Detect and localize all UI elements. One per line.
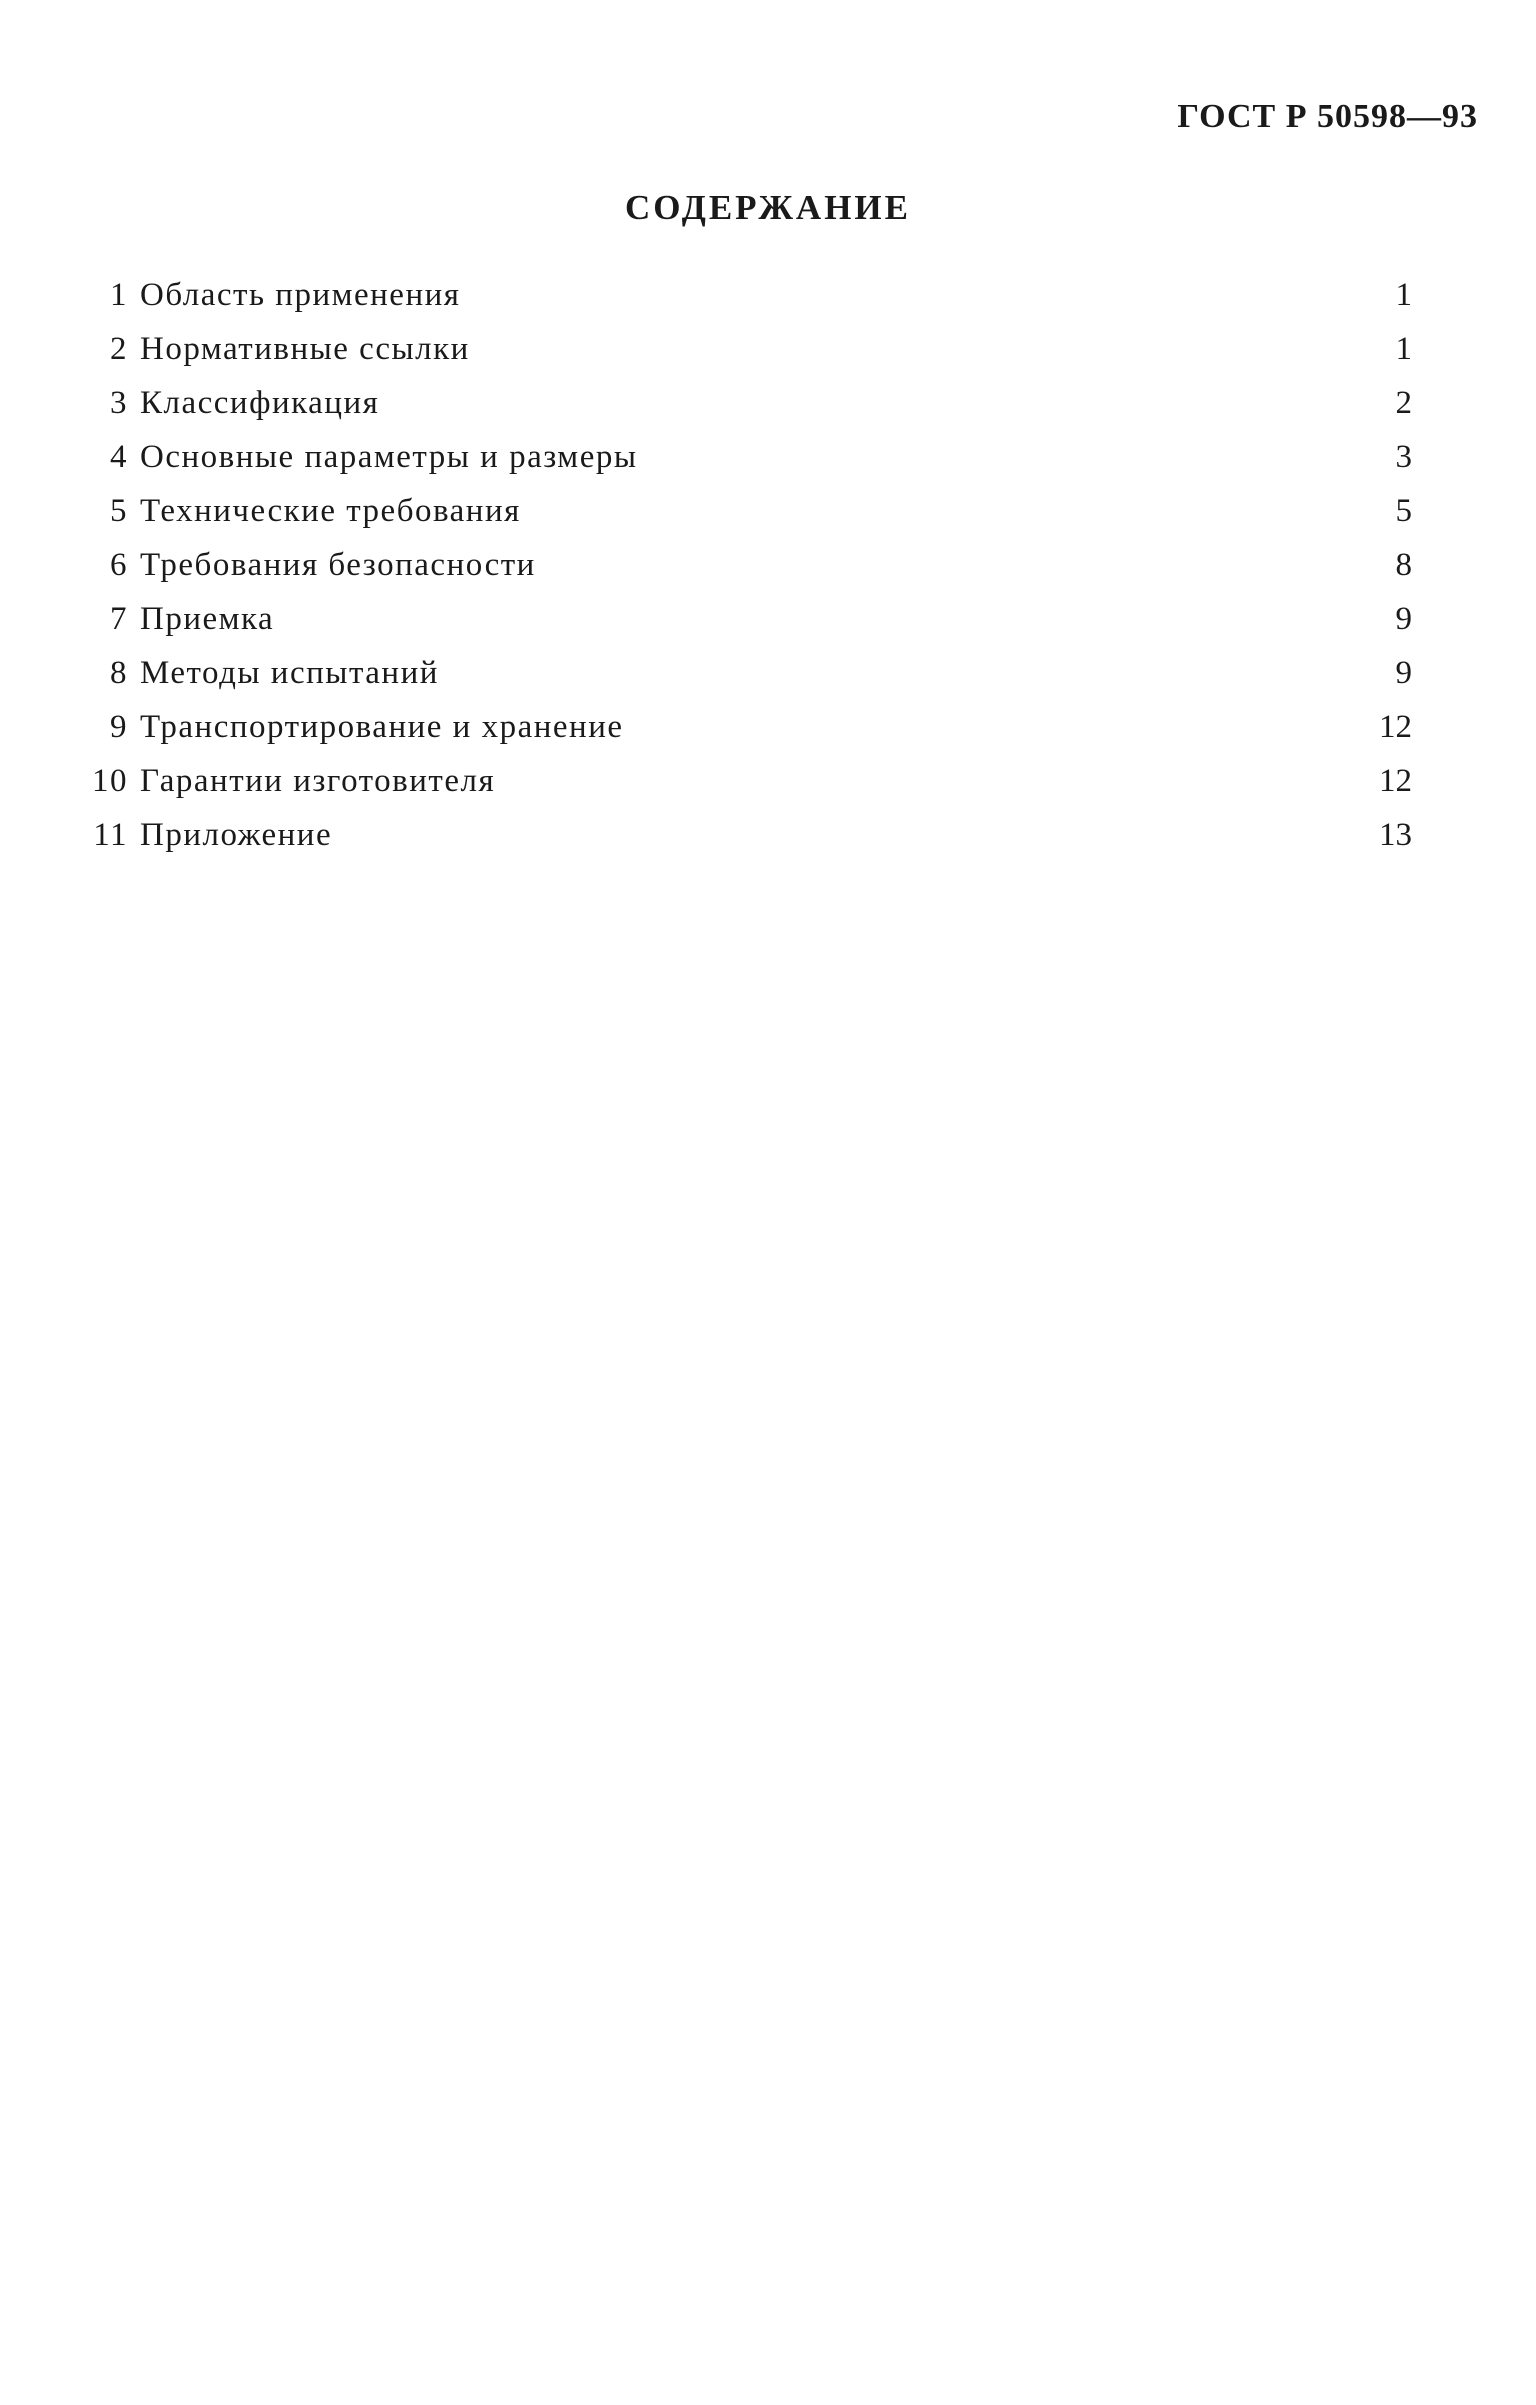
toc-item xyxy=(86,538,1412,592)
toc-item-page: 12 xyxy=(1379,708,1412,745)
toc-item-text xyxy=(86,277,460,314)
toc-item-label: Нормативные ссылки xyxy=(140,330,470,367)
toc-item-text xyxy=(86,709,624,746)
toc-item xyxy=(86,700,1412,754)
toc-item-number: 4 xyxy=(110,438,128,475)
toc-item-label: Область применения xyxy=(140,276,461,313)
toc-item xyxy=(86,268,1412,322)
toc-item-number: 8 xyxy=(110,654,128,691)
toc-item xyxy=(86,808,1412,862)
toc-item-number: 7 xyxy=(110,600,128,637)
toc-item-page: 5 xyxy=(1395,492,1412,529)
toc-item-page: 8 xyxy=(1395,546,1412,583)
toc-item-label: Технические требования xyxy=(140,492,521,529)
toc-item-number: 5 xyxy=(110,492,128,529)
toc-item-text xyxy=(86,763,495,800)
toc-item-page: 13 xyxy=(1379,816,1412,853)
toc-item-text xyxy=(86,655,439,692)
toc-item-number: 2 xyxy=(110,330,128,367)
toc-item-number: 11 xyxy=(93,816,128,853)
toc-item-text xyxy=(86,331,470,368)
toc-item-label: Требования безопасности xyxy=(140,546,536,583)
toc-item-page: 3 xyxy=(1395,438,1412,475)
toc-item-text xyxy=(86,385,379,422)
toc-item-number: 1 xyxy=(110,276,128,313)
toc-item xyxy=(86,430,1412,484)
toc-item-label: Транспортирование и хранение xyxy=(140,708,624,745)
toc-item-label: Классификация xyxy=(140,384,380,421)
document-code: ГОСТ Р 50598—93 xyxy=(1177,98,1478,135)
toc-item-label: Основные параметры и размеры xyxy=(140,438,638,475)
toc-title: СОДЕРЖАНИЕ xyxy=(624,188,911,227)
table-of-contents xyxy=(86,268,1412,862)
toc-item xyxy=(86,484,1412,538)
toc-item-page: 2 xyxy=(1395,384,1412,421)
toc-item-number: 6 xyxy=(110,546,128,583)
toc-item-page: 9 xyxy=(1395,654,1412,691)
toc-item xyxy=(86,592,1412,646)
toc-item-page: 12 xyxy=(1379,762,1412,799)
toc-item-text xyxy=(86,439,638,476)
toc-item xyxy=(86,376,1412,430)
toc-item-label: Приемка xyxy=(140,600,275,637)
toc-item xyxy=(86,754,1412,808)
toc-item-number: 10 xyxy=(92,762,128,799)
toc-item-number: 3 xyxy=(110,384,128,421)
toc-item xyxy=(86,322,1412,376)
toc-item-text xyxy=(86,493,521,530)
toc-item-page: 1 xyxy=(1395,276,1412,313)
toc-item-label: Методы испытаний xyxy=(140,654,439,691)
toc-item-text xyxy=(86,817,332,854)
toc-item-text xyxy=(86,547,536,584)
toc-item-label: Гарантии изготовителя xyxy=(140,762,496,799)
toc-item-label: Приложение xyxy=(140,816,333,853)
toc-item-page: 9 xyxy=(1395,600,1412,637)
toc-item-text xyxy=(86,601,274,638)
toc-item-number: 9 xyxy=(110,708,128,745)
toc-item xyxy=(86,646,1412,700)
toc-item-page: 1 xyxy=(1395,330,1412,367)
